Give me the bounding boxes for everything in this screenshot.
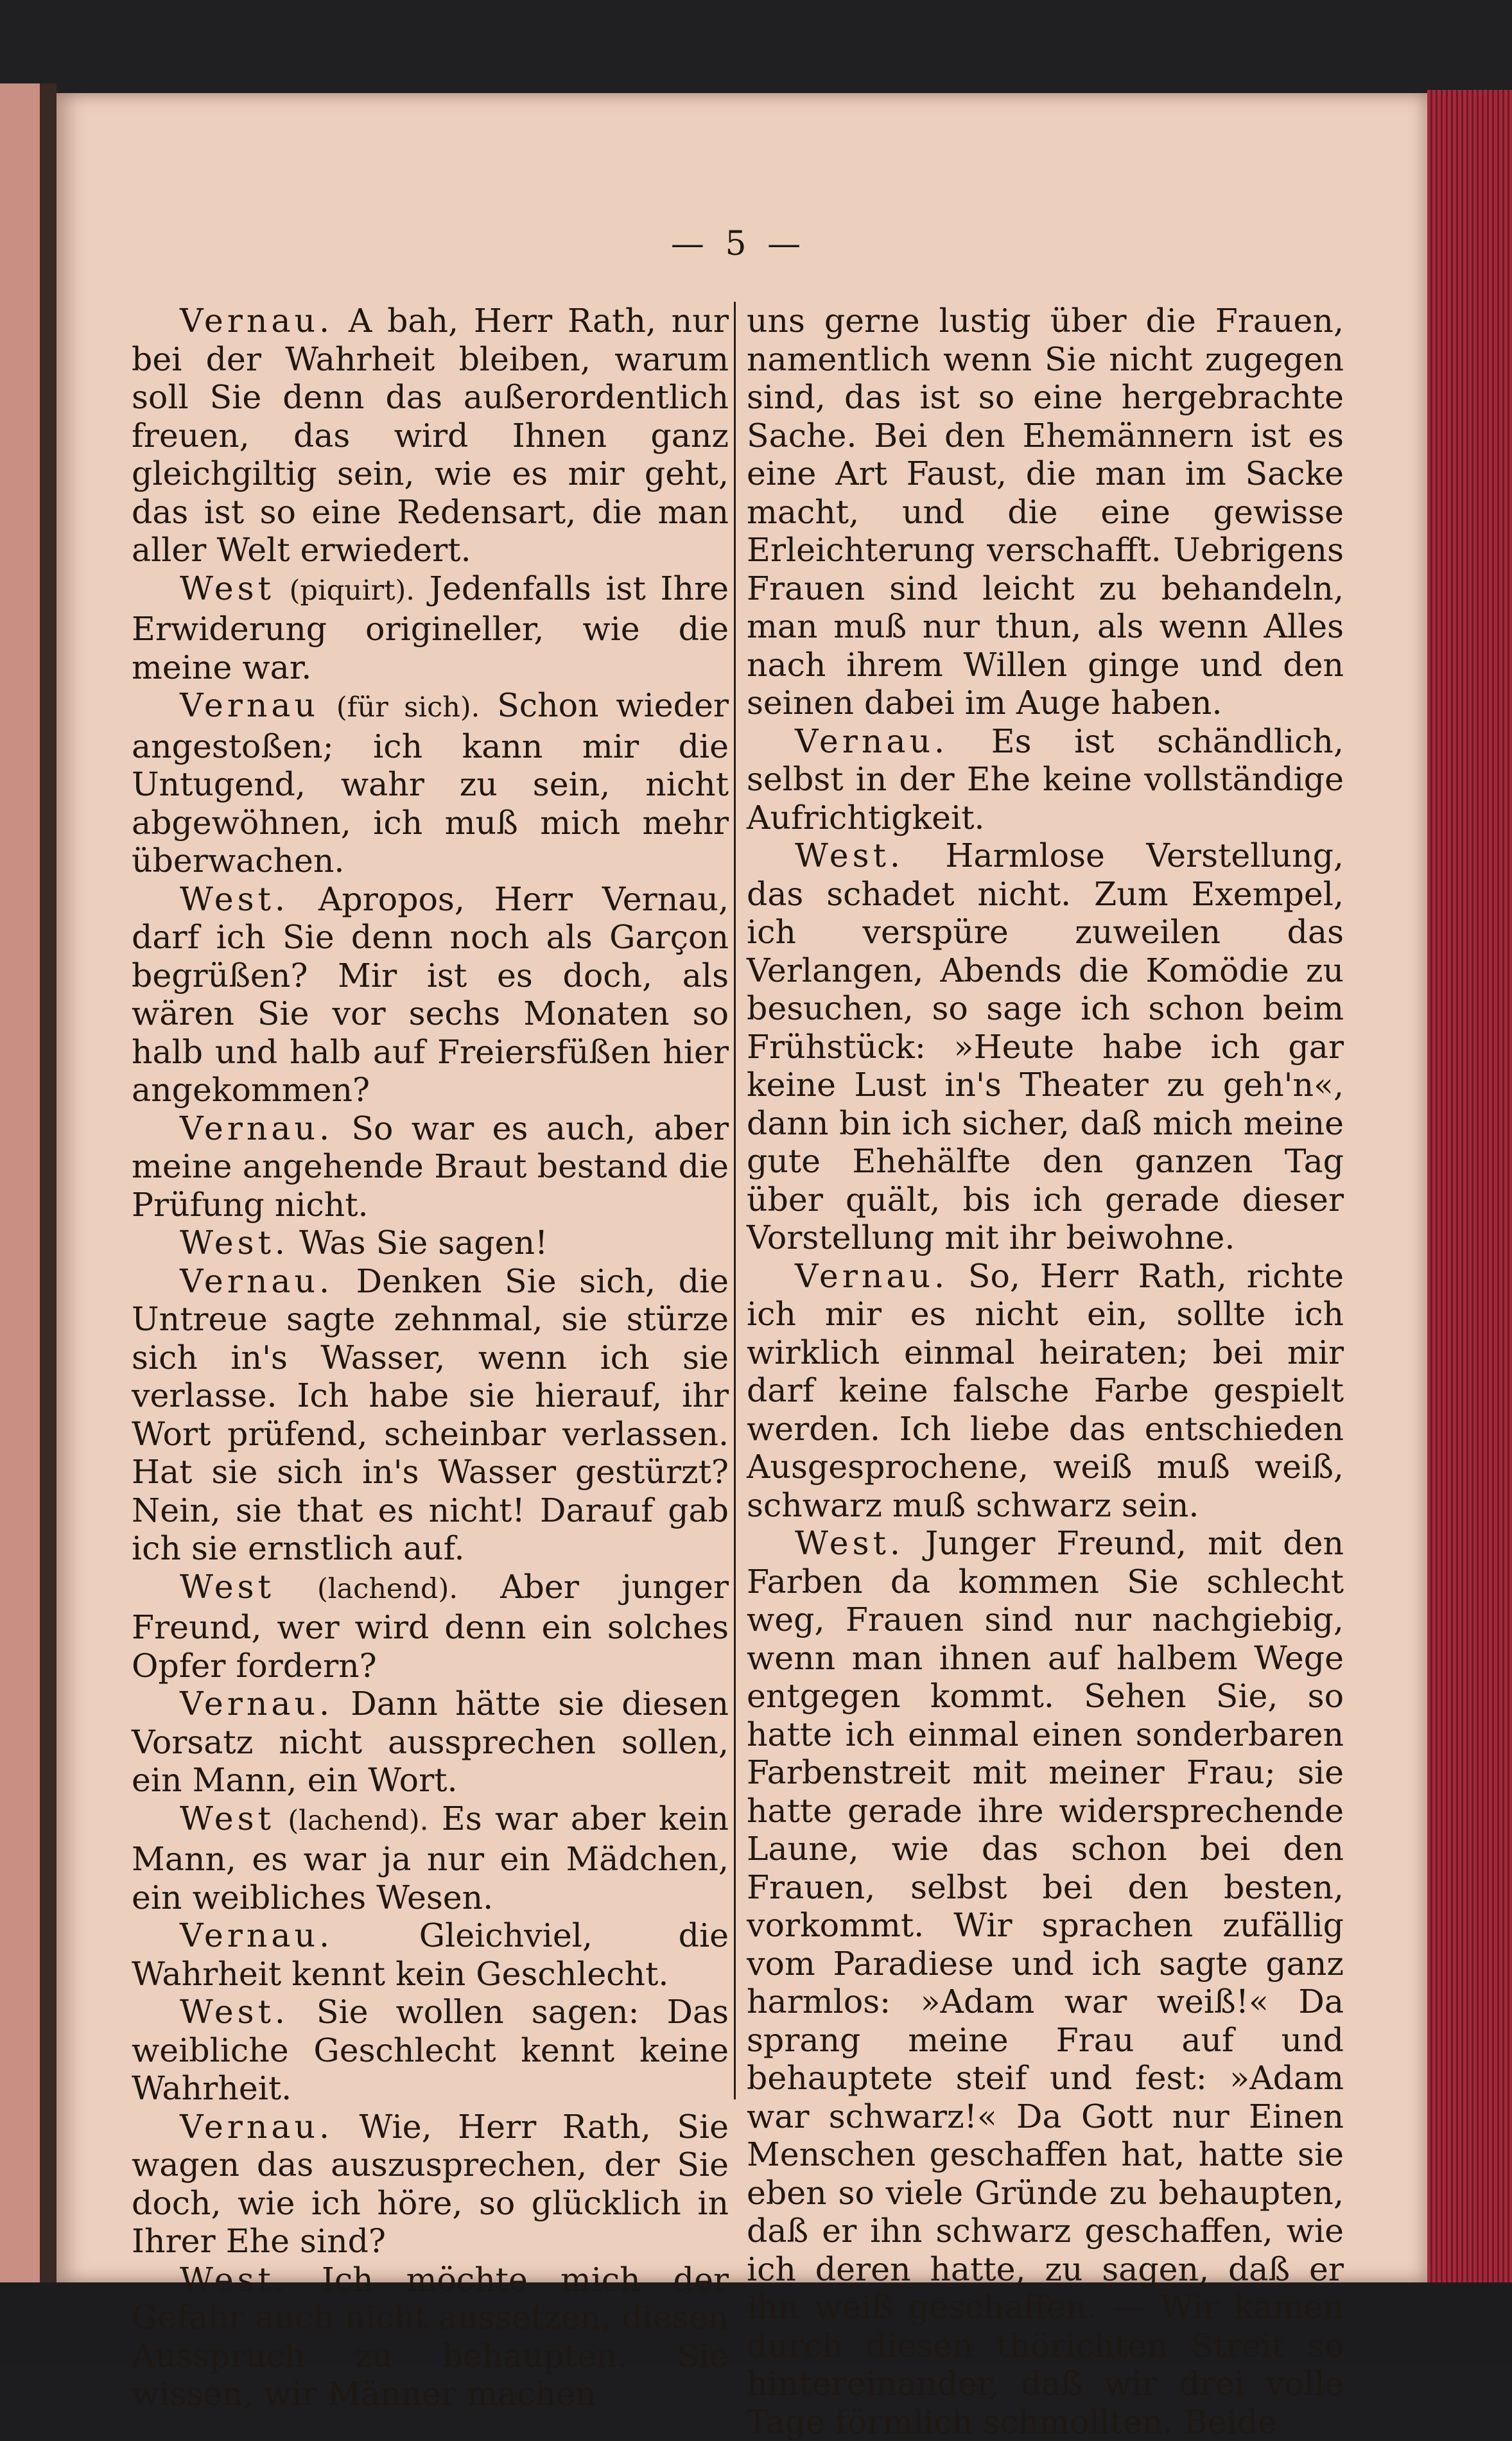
speaker-name: West.	[180, 2260, 289, 2298]
speaker-name: West	[180, 1799, 275, 1837]
dialogue-text: Apropos, Herr Vernau, darf ich Sie denn noch als Garçon begrüßen? Mir ist es doch, als wären Sie vor sechs Monaten so halb und halb auf Freiersfüßen hier angekommen?	[132, 880, 729, 1109]
dialogue-paragraph	[132, 569, 729, 687]
dialogue-paragraph	[132, 1800, 729, 1917]
dialogue-text: Denken Sie sich, die Untreue sagte zehnmal, sie stürze sich in's Wasser, wenn ich sie verlasse. Ich habe sie hierauf, ihr Wort prüfend, scheinbar verlassen. Hat sie sich in's Wasser gestürzt? Nein, sie that es nicht! Darauf gab ich sie ernstlich auf.	[132, 1262, 729, 1567]
speaker-name: Vernau.	[180, 302, 334, 340]
dialogue-text: Aber junger Freund, wer wird denn ein solches Opfer fordern?	[132, 1567, 729, 1685]
speaker-name: Vernau.	[180, 1109, 334, 1147]
speaker-name: Vernau	[180, 686, 320, 724]
page-edges-red	[1427, 90, 1512, 2282]
speaker-name: West.	[795, 837, 904, 874]
speaker-name: West	[180, 569, 275, 607]
speaker-name: West.	[180, 1224, 289, 1262]
stage-direction: (für sich).	[336, 691, 480, 724]
left-page-edge	[0, 83, 42, 2365]
dialogue-text: Wie, Herr Rath, Sie wagen das auszusprechen, der Sie doch, wie ich höre, so glücklich in Ihrer Ehe sind?	[132, 2107, 729, 2260]
speaker-name: West.	[180, 880, 289, 918]
column-divider	[734, 302, 736, 2099]
speaker-name: Vernau.	[180, 2107, 334, 2146]
left-text-column	[132, 302, 729, 2413]
dialogue-paragraph	[132, 1262, 729, 1568]
dialogue-text: Junger Freund, mit den Farben da kommen Sie schlecht weg, Frauen sind nur nachgiebig, wenn man ihnen auf halbem Wege entgegen kommt. Sehen Sie, so hatte ich einmal einen sonderbaren Farbenstreit mit meiner Frau; sie hatte gerade ihre widersprechende Laune, wie das schon bei den Frauen, selbst bei den besten, vorkommt. Wir sprachen zufällig vom Paradiese und ich sagte ganz harmlos: »Adam war weiß!« Da sprang meine Frau auf und behauptete steif und fest: »Adam war schwarz!« Da Gott nur Einen Menschen geschaffen hat, hatte sie eben so viele Gründe zu behaupten, daß er ihn schwarz geschaffen, wie ich deren hatte, zu sagen, daß er ihn weiß geschaffen. — Wir kamen durch diesen thörichten Streit so hintereinander, daß wir drei volle Tage förmlich schmollten. Beide	[747, 1524, 1344, 2441]
dialogue-paragraph	[747, 302, 1344, 722]
dialogue-text: Ich möchte mich der Gefahr auch nicht aussetzen, diesen Ausspruch zu behaupten. Sie wissen, wir Männer machen	[132, 2260, 729, 2413]
stage-direction: (lachend).	[317, 1572, 458, 1605]
speaker-name: West	[180, 1567, 275, 1606]
dialogue-paragraph	[132, 1685, 729, 1800]
page-number: — 5 —	[670, 225, 806, 263]
dialogue-text: Es war aber kein Mann, es war ja nur ein Mädchen, ein weibliches Wesen.	[132, 1799, 729, 1916]
dialogue-text: A bah, Herr Rath, nur bei der Wahrheit bleiben, warum soll Sie denn das außerordentlich freuen, das wird Ihnen ganz gleichgiltig sein, wie es mir geht, das ist so eine Redensart, die man aller Welt erwiedert.	[132, 302, 729, 569]
dialogue-paragraph	[747, 1524, 1344, 2441]
dialogue-paragraph	[132, 686, 729, 880]
dialogue-text: So, Herr Rath, richte ich mir es nicht ein, sollte ich wirklich einmal heiraten; bei mir darf keine falsche Farbe gespielt werden. Ich liebe das entschieden Ausgesprochene, weiß muß weiß, schwarz muß schwarz sein.	[747, 1256, 1344, 1524]
stage-direction: (piquirt).	[289, 574, 415, 607]
dialogue-paragraph	[132, 1568, 729, 1685]
dialogue-text: Dann hätte sie diesen Vorsatz nicht aussprechen sollen, ein Mann, ein Wort.	[132, 1685, 729, 1799]
dialogue-paragraph	[132, 1916, 729, 1993]
dialogue-text: Gleichviel, die Wahrheit kennt kein Geschlecht.	[132, 1916, 729, 1993]
dialogue-text: Was Sie sagen!	[299, 1224, 548, 1262]
dialogue-paragraph	[132, 1224, 729, 1262]
dialogue-paragraph	[132, 1109, 729, 1224]
dialogue-paragraph	[132, 2108, 729, 2261]
gutter	[40, 83, 56, 2365]
dialogue-text: Sie wollen sagen: Das weibliche Geschlecht kennt keine Wahrheit.	[132, 1993, 729, 2107]
speaker-name: Vernau.	[180, 1685, 334, 1723]
dialogue-paragraph	[132, 1993, 729, 2108]
dialogue-paragraph	[132, 2261, 729, 2413]
dialogue-paragraph	[747, 837, 1344, 1257]
speaker-name: Vernau.	[180, 1916, 334, 1954]
dialogue-text: Harmlose Verstellung, das schadet nicht. Zum Exempel, ich verspüre zuweilen das Verlangen, Abends die Komödie zu besuchen, so sage ich schon beim Frühstück: »Heute habe ich gar keine Lust in's Theater zu geh'n«, dann bin ich sicher, daß mich meine gute Ehehälfte den ganzen Tag über quält, bis ich gerade dieser Vorstellung mit ihr beiwohne.	[747, 837, 1344, 1256]
book-cover-top	[0, 0, 1512, 96]
dialogue-text: uns gerne lustig über die Frauen, namentlich wenn Sie nicht zugegen sind, das ist so eine hergebrachte Sache. Bei den Ehemännern ist es eine Art Faust, die man im Sacke macht, und die eine gewisse Erleichterung verschafft. Uebrigens Frauen sind leicht zu behandeln, man muß nur thun, als wenn Alles nach ihrem Willen ginge und den seinen dabei im Auge haben.	[747, 302, 1344, 722]
speaker-name: Vernau.	[795, 1256, 949, 1295]
dialogue-text: Jedenfalls ist Ihre Erwiderung origineller, wie die meine war.	[132, 569, 729, 686]
speaker-name: West.	[180, 1993, 289, 2031]
right-text-column	[747, 302, 1344, 2441]
dialogue-text: So war es auch, aber meine angehende Braut bestand die Prüfung nicht.	[132, 1109, 729, 1224]
dialogue-text: Es ist schändlich, selbst in der Ehe keine vollständige Aufrichtigkeit.	[747, 722, 1344, 837]
dialogue-paragraph	[747, 722, 1344, 837]
speaker-name: West.	[795, 1524, 904, 1562]
stage-direction: (lachend).	[288, 1804, 429, 1837]
dialogue-paragraph	[747, 1257, 1344, 1525]
dialogue-text: Schon wieder angestoßen; ich kann mir die Untugend, wahr zu sein, nicht abgewöhnen, ich muß mich mehr überwachen.	[132, 686, 729, 880]
dialogue-paragraph	[132, 302, 729, 569]
speaker-name: Vernau.	[180, 1262, 334, 1300]
speaker-name: Vernau.	[795, 722, 949, 760]
dialogue-paragraph	[132, 880, 729, 1109]
